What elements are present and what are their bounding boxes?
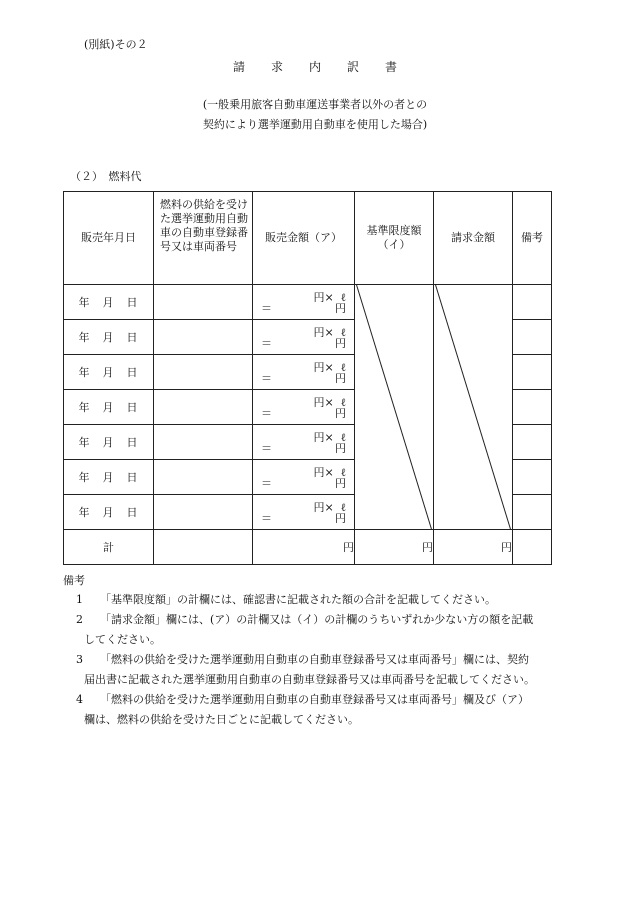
yen-label: 円 bbox=[335, 407, 346, 420]
year-label: 年 bbox=[78, 296, 91, 309]
unit-price-label: 円× bbox=[313, 361, 334, 374]
month-label: 月 bbox=[102, 506, 115, 519]
header-vehicle: 燃料の供給を受けた選挙運動用自動車の自動車登録番号又は車両番号 bbox=[154, 192, 253, 285]
notes-heading: 備考 bbox=[63, 574, 85, 587]
diagonal-slash bbox=[434, 285, 512, 529]
note-number: 3 bbox=[76, 653, 83, 666]
note-text: 「燃料の供給を受けた選挙運動用自動車の自動車登録番号又は車両番号」欄及び（ア） bbox=[100, 693, 529, 706]
yen-label: 円 bbox=[335, 442, 346, 455]
equals-sign: ＝ bbox=[261, 337, 272, 350]
subtitle-line1: (一般乗用旅客自動車運送事業者以外の者との bbox=[202, 98, 428, 111]
total-claim-cell[interactable]: 円 bbox=[434, 530, 513, 565]
remarks-cell[interactable] bbox=[513, 495, 552, 530]
day-label: 日 bbox=[126, 331, 139, 344]
header-claim: 請求金額 bbox=[434, 192, 513, 285]
sales-amount-cell[interactable] bbox=[253, 460, 355, 495]
day-label: 日 bbox=[126, 506, 139, 519]
liter-label: ℓ bbox=[340, 396, 346, 409]
liter-label: ℓ bbox=[340, 431, 346, 444]
total-limit-cell[interactable]: 円 bbox=[355, 530, 434, 565]
yen-label: 円 bbox=[335, 512, 346, 525]
table-row bbox=[64, 285, 552, 320]
unit-price-label: 円× bbox=[313, 431, 334, 444]
vehicle-number-cell[interactable] bbox=[154, 425, 253, 460]
note-2 bbox=[76, 610, 576, 650]
total-vehicle-cell bbox=[154, 530, 253, 565]
unit-price-label: 円× bbox=[313, 501, 334, 514]
section-label: （２） 燃料代 bbox=[70, 170, 142, 183]
year-label: 年 bbox=[78, 506, 91, 519]
year-label: 年 bbox=[78, 436, 91, 449]
day-label: 日 bbox=[126, 401, 139, 414]
header-sales: 販売金額（ア） bbox=[253, 192, 355, 285]
subtitle-line2: 契約により選挙運動用自動車を使用した場合) bbox=[202, 118, 428, 131]
date-cell[interactable] bbox=[64, 320, 154, 355]
day-label: 日 bbox=[126, 471, 139, 484]
total-row bbox=[64, 530, 552, 565]
month-label: 月 bbox=[102, 471, 115, 484]
vehicle-number-cell[interactable] bbox=[154, 285, 253, 320]
liter-label: ℓ bbox=[340, 501, 346, 514]
day-label: 日 bbox=[126, 366, 139, 379]
year-label: 年 bbox=[78, 366, 91, 379]
table-header-row bbox=[64, 192, 552, 285]
remarks-cell[interactable] bbox=[513, 390, 552, 425]
vehicle-number-cell[interactable] bbox=[154, 460, 253, 495]
month-label: 月 bbox=[102, 436, 115, 449]
remarks-cell[interactable] bbox=[513, 460, 552, 495]
unit-price-label: 円× bbox=[313, 326, 334, 339]
date-cell[interactable] bbox=[64, 425, 154, 460]
year-label: 年 bbox=[78, 331, 91, 344]
note-text-cont: 届出書に記載された選挙運動用自動車の自動車登録番号又は車両番号を記載してください。 bbox=[84, 673, 535, 686]
remarks-cell[interactable] bbox=[513, 355, 552, 390]
header-remarks: 備考 bbox=[513, 192, 552, 285]
note-1 bbox=[76, 590, 576, 610]
year-label: 年 bbox=[78, 471, 91, 484]
limit-slash-cell bbox=[355, 285, 434, 530]
day-label: 日 bbox=[126, 296, 139, 309]
note-number: 4 bbox=[76, 693, 83, 706]
date-cell[interactable] bbox=[64, 390, 154, 425]
note-text-cont: してください。 bbox=[84, 633, 161, 646]
claim-slash-cell bbox=[434, 285, 513, 530]
liter-label: ℓ bbox=[340, 466, 346, 479]
liter-label: ℓ bbox=[340, 326, 346, 339]
remarks-cell[interactable] bbox=[513, 425, 552, 460]
vehicle-number-cell[interactable] bbox=[154, 390, 253, 425]
date-cell[interactable] bbox=[64, 285, 154, 320]
vehicle-number-cell[interactable] bbox=[154, 495, 253, 530]
month-label: 月 bbox=[102, 366, 115, 379]
total-sales-cell[interactable]: 円 bbox=[253, 530, 355, 565]
header-date: 販売年月日 bbox=[64, 192, 154, 285]
remarks-cell[interactable] bbox=[513, 320, 552, 355]
vehicle-number-cell[interactable] bbox=[154, 355, 253, 390]
unit-price-label: 円× bbox=[313, 466, 334, 479]
yen-label: 円 bbox=[335, 372, 346, 385]
page-title: 請求内訳書 bbox=[232, 60, 423, 74]
equals-sign: ＝ bbox=[261, 512, 272, 525]
yen-label: 円 bbox=[335, 337, 346, 350]
sales-amount-cell[interactable] bbox=[253, 495, 355, 530]
yen-label: 円 bbox=[335, 477, 346, 490]
note-text-cont: 欄は、燃料の供給を受けた日ごとに記載してください。 bbox=[84, 713, 359, 726]
month-label: 月 bbox=[102, 401, 115, 414]
equals-sign: ＝ bbox=[261, 477, 272, 490]
note-number: 2 bbox=[76, 613, 83, 626]
header-limit: 基準限度額（イ） bbox=[355, 192, 434, 285]
unit-price-label: 円× bbox=[313, 396, 334, 409]
vehicle-number-cell[interactable] bbox=[154, 320, 253, 355]
equals-sign: ＝ bbox=[261, 302, 272, 315]
note-text: 「燃料の供給を受けた選挙運動用自動車の自動車登録番号又は車両番号」欄には、契約 bbox=[100, 653, 529, 666]
note-text: 「基準限度額」の計欄には、確認書に記載された額の合計を記載してください。 bbox=[100, 593, 496, 606]
yen-label: 円 bbox=[335, 302, 346, 315]
liter-label: ℓ bbox=[340, 291, 346, 304]
note-text: 「請求金額」欄には、(ア）の計欄又は（イ）の計欄のうちいずれか少ない方の額を記載 bbox=[100, 613, 534, 626]
equals-sign: ＝ bbox=[261, 442, 272, 455]
sales-amount-cell[interactable] bbox=[253, 355, 355, 390]
sales-amount-cell[interactable] bbox=[253, 425, 355, 460]
sales-amount-cell[interactable] bbox=[253, 390, 355, 425]
equals-sign: ＝ bbox=[261, 407, 272, 420]
note-4 bbox=[76, 690, 576, 730]
sales-amount-cell[interactable] bbox=[253, 285, 355, 320]
form-label: (別紙)その２ bbox=[84, 38, 148, 51]
liter-label: ℓ bbox=[340, 361, 346, 374]
unit-price-label: 円× bbox=[313, 291, 334, 304]
equals-sign: ＝ bbox=[261, 372, 272, 385]
fuel-cost-table bbox=[63, 191, 552, 565]
date-cell[interactable] bbox=[64, 460, 154, 495]
total-remarks-cell[interactable] bbox=[513, 530, 552, 565]
year-label: 年 bbox=[78, 401, 91, 414]
remarks-cell[interactable] bbox=[513, 285, 552, 320]
date-cell[interactable] bbox=[64, 495, 154, 530]
date-cell[interactable] bbox=[64, 355, 154, 390]
note-3 bbox=[76, 650, 576, 690]
diagonal-slash bbox=[355, 285, 433, 529]
total-label: 計 bbox=[64, 530, 154, 565]
month-label: 月 bbox=[102, 331, 115, 344]
month-label: 月 bbox=[102, 296, 115, 309]
note-number: 1 bbox=[76, 593, 83, 606]
day-label: 日 bbox=[126, 436, 139, 449]
sales-amount-cell[interactable] bbox=[253, 320, 355, 355]
